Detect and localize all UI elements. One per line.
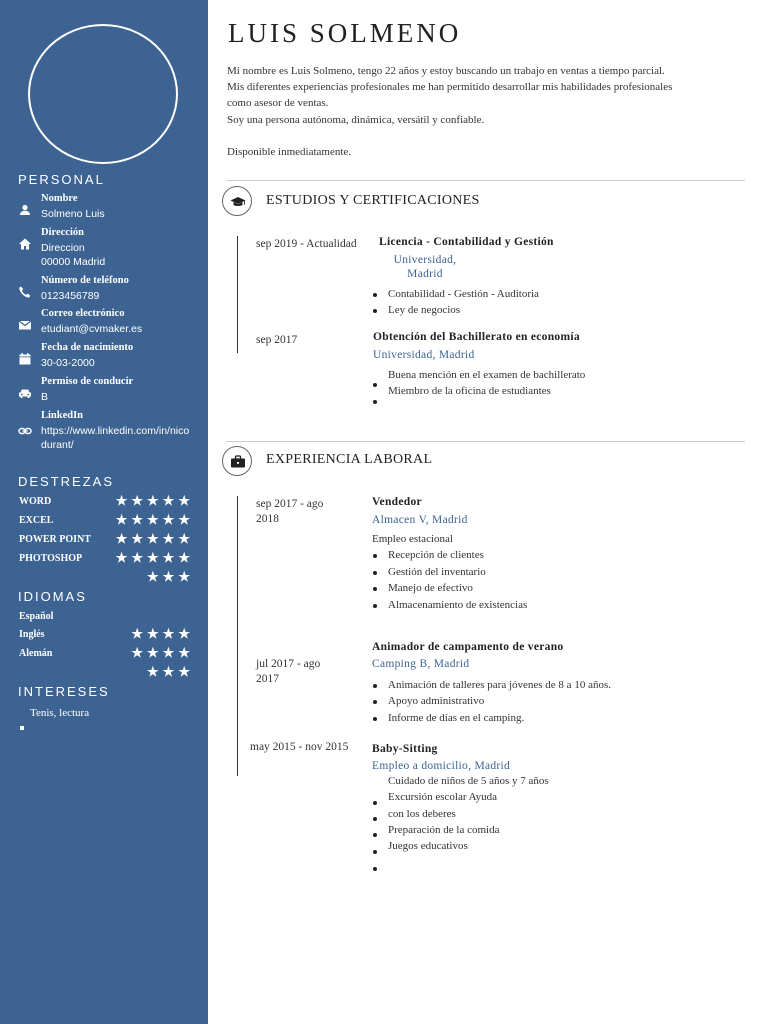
entry-date: sep 2019 - Actualidad (256, 238, 357, 250)
bullet-text: Gestión del inventario (388, 566, 486, 578)
language-name: Español (19, 611, 54, 622)
experience-title: EXPERIENCIA LABORAL (266, 452, 433, 467)
link-icon (18, 424, 32, 438)
language-rating: ★★★ (147, 664, 194, 679)
bullet-text: Manejo de efectivo (388, 582, 473, 594)
bullet-icon (373, 867, 377, 871)
page-title: LUIS SOLMENO (228, 18, 462, 48)
car-icon (18, 386, 32, 400)
entry-date: sep 2017 (256, 334, 298, 346)
personal-phone-label: Número de teléfono (41, 275, 129, 286)
personal-email-label: Correo electrónico (41, 308, 125, 319)
intro-line: Mis diferentes experiencias profesionales me han permitido desarrollar mis habilidades profesionales (227, 81, 673, 94)
home-icon (18, 237, 32, 251)
divider (226, 441, 745, 442)
profile-photo (28, 24, 178, 164)
language-rating: ★★★★ (131, 626, 194, 641)
intro-line: Mi nombre es Luis Solmeno, tengo 22 años y estoy buscando un trabajo en ventas a tiempo parcial. (227, 65, 665, 77)
entry-title: Licencia - Contabilidad y Gestión (379, 236, 554, 248)
intro-line: Disponible inmediatamente. (227, 145, 352, 158)
education-title: ESTUDIOS Y CERTIFICACIONES (266, 193, 480, 208)
entry-description: Empleo estacional (372, 533, 453, 545)
phone-icon (18, 285, 32, 299)
personal-license-label: Permiso de conducir (41, 376, 134, 387)
personal-name-label: Nombre (41, 193, 78, 204)
bullet-text: Almacenamiento de existencias (388, 599, 528, 611)
entry-title: Obtención del Bachillerato en economía (373, 331, 580, 343)
skill-name: PHOTOSHOP (19, 553, 83, 564)
skill-name: EXCEL (19, 515, 54, 526)
skill-rating: ★★★★★ (115, 493, 194, 508)
calendar-icon (18, 352, 32, 366)
divider (226, 180, 745, 181)
graduation-cap-icon (222, 186, 252, 216)
skills-title: DESTREZAS (18, 474, 115, 489)
skill-name: WORD (19, 496, 52, 507)
bullet-text: Miembro de la oficina de estudiantes (388, 385, 551, 397)
bullet-icon (20, 726, 24, 730)
entry-org: Empleo a domicilio, Madrid (372, 760, 511, 772)
interests-title: INTERESES (18, 684, 110, 699)
intro-text (227, 63, 732, 160)
language-name: Alemán (19, 648, 53, 659)
bullet-icon (373, 587, 377, 591)
entry-title: Vendedor (372, 496, 422, 508)
entry-org: Almacen V, Madrid (372, 514, 468, 526)
languages-title: IDIOMAS (18, 589, 87, 604)
bullet-icon (373, 604, 377, 608)
bullet-text: Apoyo administrativo (388, 695, 485, 707)
entry-org: Universidad, Madrid (373, 349, 475, 361)
skill-rating: ★★★★★ (115, 531, 194, 546)
personal-phone-value: 0123456789 (41, 290, 100, 302)
bullet-icon (373, 833, 377, 837)
bullet-icon (373, 817, 377, 821)
intro-line: como asesor de ventas. (227, 97, 329, 110)
personal-linkedin-value[interactable]: https://www.linkedin.com/in/nico durant/ (41, 425, 190, 451)
sidebar (0, 0, 208, 1024)
bullet-text: con los deberes (388, 808, 456, 820)
person-icon (18, 203, 32, 217)
personal-birthdate-label: Fecha de nacimiento (41, 342, 134, 353)
skill-rating: ★★★ (147, 569, 194, 584)
mail-icon (18, 318, 32, 332)
personal-title: PERSONAL (18, 172, 105, 187)
timeline-line (237, 496, 238, 776)
bullet-text: Recepción de clientes (388, 549, 484, 561)
bullet-text: Preparación de la comida (388, 824, 500, 836)
bullet-text: Contabilidad - Gestión - Auditoria (388, 288, 539, 300)
timeline-line (237, 236, 238, 353)
personal-email-value: etudiant@cvmaker.es (41, 323, 143, 335)
bullet-icon (373, 554, 377, 558)
bullet-icon (373, 571, 377, 575)
bullet-icon (373, 700, 377, 704)
personal-birthdate-value: 30-03-2000 (41, 357, 95, 369)
entry-title: Baby-Sitting (372, 743, 438, 755)
language-name: Inglés (19, 629, 45, 640)
bullet-text: Animación de talleres para jóvenes de 8 a 10 años. (388, 679, 611, 691)
bullet-icon (373, 309, 377, 313)
entry-org: Camping B, Madrid (372, 658, 470, 670)
bullet-text: Buena mención en el examen de bachillerato (388, 369, 586, 381)
skill-rating: ★★★★★ (115, 550, 194, 565)
bullet-icon (373, 801, 377, 805)
skill-rating: ★★★★★ (115, 512, 194, 527)
personal-name-value: Solmeno Luis (41, 208, 105, 220)
briefcase-icon (222, 446, 252, 476)
bullet-text: Excursión escolar Ayuda (388, 791, 497, 803)
bullet-text: Cuidado de niños de 5 años y 7 años (388, 775, 549, 787)
bullet-icon (373, 293, 377, 297)
bullet-text: Informe de días en el camping. (388, 712, 525, 724)
language-rating: ★★★★ (131, 645, 194, 660)
entry-org: Universidad, Madrid (393, 254, 457, 280)
personal-license-value: B (41, 391, 49, 403)
bullet-icon (373, 717, 377, 721)
bullet-icon (373, 850, 377, 854)
bullet-icon (373, 383, 377, 387)
personal-linkedin-label: LinkedIn (41, 410, 84, 421)
intro-line: Soy una persona autónoma, dinámica, versátil y confiable. (227, 113, 485, 126)
entry-date: sep 2017 - ago 2018 (256, 498, 324, 525)
entry-date: jul 2017 - ago 2017 (256, 658, 321, 685)
bullet-icon (373, 400, 377, 404)
bullet-text: Juegos educativos (388, 840, 468, 852)
interests-text: Tenis, lectura (30, 707, 90, 719)
bullet-text: Ley de negocios (388, 304, 461, 316)
personal-address-value: Direccion 00000 Madrid (41, 242, 106, 268)
entry-title: Animador de campamento de verano (372, 641, 564, 653)
bullet-icon (373, 684, 377, 688)
personal-address-label: Dirección (41, 227, 84, 238)
skill-name: POWER POINT (19, 534, 91, 545)
entry-date: may 2015 - nov 2015 (250, 741, 349, 753)
